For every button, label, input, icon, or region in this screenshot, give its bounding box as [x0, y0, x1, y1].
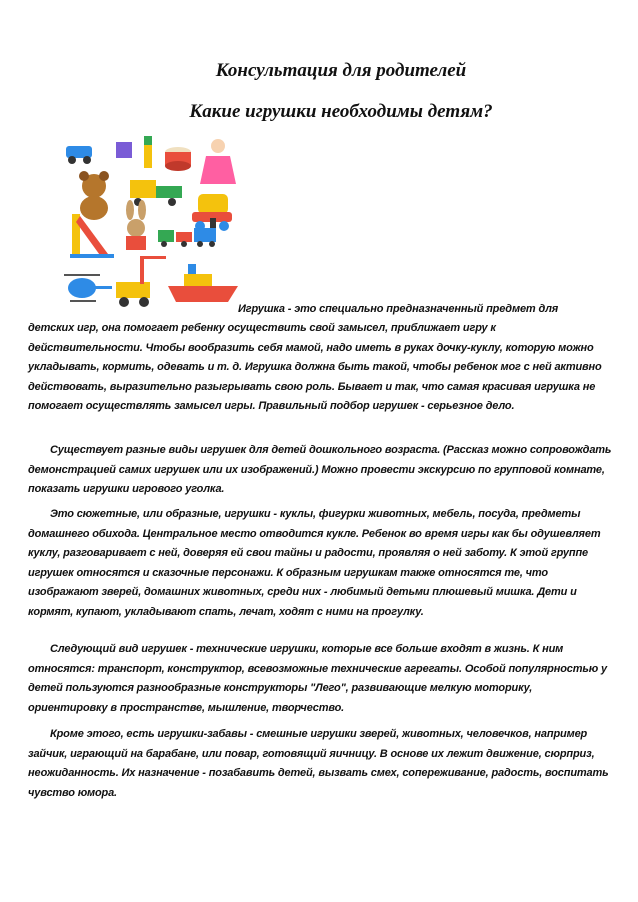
- toy-crane-icon: [116, 256, 166, 307]
- intro-paragraph: детских игр, она помогает ребенку осуществить свой замысел, приближает игру к действительности. Чтобы вообразить себя мамой, надо иметь в руках дочку-куклу, которую можно укладывать, кормить, одевать и т. д. Игрушка должна быть такой, чтобы ребенок мог с ней активно действовать, выразительно разыгрывать свою роль. Бывает и так, что самая красивая игрушка не помогает осуществлять замысел игры. Правильный подбор игрушек - серьезное дело.: [28, 322, 602, 413]
- toy-slide-icon: [70, 214, 114, 258]
- page-title: Консультация для родителей: [215, 60, 467, 81]
- toy-boat-icon: [168, 264, 238, 302]
- paragraph-fun-toys: [28, 725, 612, 803]
- toy-helicopter-icon: [64, 274, 112, 302]
- toy-blocks-icon: [116, 136, 152, 168]
- toy-drum-icon: [165, 147, 191, 171]
- toy-train-icon: [158, 218, 216, 247]
- toys-illustration: [60, 136, 240, 314]
- intro-lead-text: Игрушка - это специально предназначенный предмет для: [238, 303, 559, 315]
- paragraph-text: Это сюжетные, или образные, игрушки - куклы, фигурки животных, мебель, посуда, предметы домашнего обихода. Центральное место отводится кукле. Ребенок во время игры как бы одушевляет куклу, разговаривает с ней, доверяя ей свои тайны и радости, проявляя о ней заботу. К этой группе игрушек относятся и сказочные персонажи. К образным игрушкам также относятся те, что изображают зверей, домашних животных, среди них - любимый детьми плюшевый мишка. Дети и кормят, купают, укладывают спать, лечат, ходят с ними на прогулку.: [28, 508, 601, 618]
- page-subtitle: Какие игрушки необходимы детям?: [189, 101, 493, 122]
- teddy-bear-icon: [79, 171, 109, 220]
- paragraph-figurative-toys: [28, 505, 612, 623]
- toy-truck-icon: [130, 180, 182, 206]
- toy-bunny-icon: [126, 200, 146, 250]
- paragraph-text: Существует разные виды игрушек для детей дошкольного возраста. (Рассказ можно сопровождать демонстрацией самих игрушек или их изображений.) Можно провести экскурсию по групповой комнате, показать игрушки игрового уголка.: [28, 444, 612, 496]
- paragraph-text: Следующий вид игрушек - технические игрушки, которые все больше входят в жизнь. К ним относятся: транспорт, конструктор, всевозможные технические агрегаты. Особой популярностью у детей пользуются разнообразные конструкторы "Лего", развивающие мелкую моторику, ориентировку в пространстве, мышление, творчество.: [28, 643, 608, 714]
- toy-car-icon: [66, 146, 92, 164]
- paragraph-text: Кроме этого, есть игрушки-забавы - смешные игрушки зверей, животных, человечков, например зайчик, играющий на барабане, или повар, готовящий яичницу. В основе их лежит движение, сюрприз, неожиданность. Их назначение - позабавить детей, вызвать смех, сопереживание, радость, воспитать чувство юмора.: [28, 728, 609, 799]
- toy-doll-icon: [200, 139, 236, 184]
- paragraph-toy-types: [28, 441, 612, 500]
- paragraph-technical-toys: [28, 640, 612, 718]
